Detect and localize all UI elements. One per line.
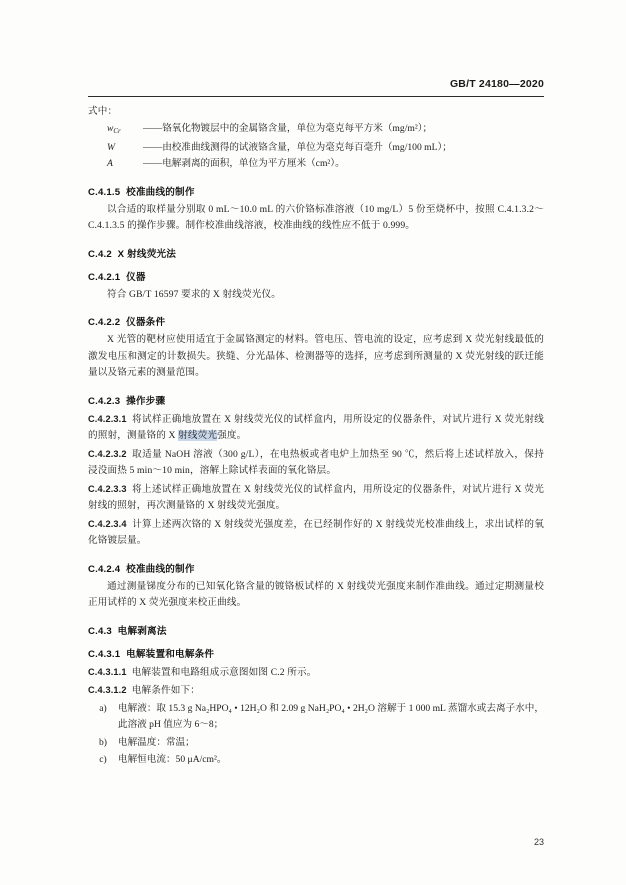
list-item-label: c) bbox=[99, 754, 107, 766]
item-c4-3-1-1 bbox=[88, 664, 544, 682]
heading-c4-2-3: C.4.2.3 操作步骤 bbox=[88, 395, 166, 407]
item-number: C.4.3.1.1 bbox=[88, 666, 127, 677]
page-number: 23 bbox=[533, 837, 544, 847]
heading-c4-1-5: C.4.1.5 校准曲线的制作 bbox=[88, 186, 195, 198]
legend-symbol: A bbox=[107, 158, 113, 170]
header-rule bbox=[88, 96, 544, 97]
paragraph-c4-1-5: 以合适的取样量分别取 0 mL～10.0 mL 的六价铬标准溶液（10 mg/L）5 份至烧杯中，按照 C.4.1.3.2～C.4.1.3.5 的操作步骤。制作校准曲线溶液，校准曲线的线性应不低于 0.999。 bbox=[88, 203, 544, 232]
step-number: C.4.2.3.2 bbox=[88, 448, 127, 459]
list-item bbox=[88, 752, 544, 769]
list-item-label: b) bbox=[99, 736, 107, 748]
list-item bbox=[88, 735, 544, 752]
item-text: 电解条件如下： bbox=[131, 685, 200, 697]
step-c4-2-3-3 bbox=[88, 481, 544, 515]
heading-c4-2-2: C.4.2.2 仪器条件 bbox=[88, 317, 166, 329]
legend-text: ——由校准曲线测得的试液铬含量，单位为毫克每百毫升（mg/100 mL）； bbox=[143, 141, 452, 153]
legend-symbol: $w_{Cr}$ bbox=[107, 122, 121, 135]
paragraph-c4-2-2: X 光管的靶材应使用适宜于金属铬测定的材料。管电压、管电流的设定，应考虑到 X 荧光射线最低的激发电压和测定的计数损失。狭缝、分光晶体、检测器等的选择，应考虑到所测量的 X 荧光射线的跃迁能量以及铬元素的测量范围。 bbox=[88, 334, 544, 379]
symbol-legend bbox=[107, 121, 544, 173]
step-text: 取适量 NaOH 溶液（300 g/L），在电热板或者电炉上加热至 90 ℃，然后将上述试样放入，保持浸没面热 5 min～10 min，溶解上除试样表面的氧化铬层。 bbox=[88, 448, 544, 477]
list-item-label: a) bbox=[99, 702, 107, 714]
step-number: C.4.2.3.4 bbox=[88, 518, 127, 529]
step-text: 计算上述两次铬的 X 射线荧光强度差，在已经制作好的 X 射线荧光校准曲线上，求出试样的氧化铬镀层量。 bbox=[88, 518, 544, 547]
step-c4-2-3-2 bbox=[88, 446, 544, 480]
legend-row bbox=[107, 156, 544, 173]
step-c4-2-3-1 bbox=[88, 411, 544, 445]
heading-c4-3: C.4.3 电解剥离法 bbox=[88, 625, 167, 637]
legend-symbol: W bbox=[107, 141, 115, 153]
legend-text: ——铬氧化物镀层中的金属铬含量，单位为毫克每平方米（mg/m²）； bbox=[143, 122, 433, 134]
paragraph-c4-2-1: 符合 GB/T 16597 要求的 X 射线荧光仪。 bbox=[107, 288, 282, 300]
page-content bbox=[88, 104, 544, 769]
step-text: 将试样正确地放置在 X 射线荧光仪的试样盒内，用所设定的仪器条件，对试片进行 X 荧光射线的照射，测量铬的 X bbox=[88, 413, 544, 442]
list-item-text: 电解温度：常温； bbox=[118, 736, 195, 748]
page-header bbox=[88, 78, 544, 90]
step-number: C.4.2.3.3 bbox=[88, 483, 127, 494]
highlighted-text: 射线荧光 bbox=[178, 430, 218, 442]
page-footer bbox=[88, 837, 544, 847]
legend-intro: 式中： bbox=[88, 106, 118, 117]
list-item bbox=[88, 701, 544, 734]
item-number: C.4.3.1.2 bbox=[88, 685, 127, 696]
heading-c4-3-1: C.4.3.1 电解装置和电解条件 bbox=[88, 648, 215, 660]
list-item-text: 电解液：取 15.3 g Na₂HPO₄ • 12H₂O 和 2.09 g NaH₂PO₄ • 2H₂O 溶解于 1 000 mL 蒸馏水或去离子水中，此溶液 pH 值应为 6～8； bbox=[118, 702, 544, 731]
standard-number: GB/T 24180—2020 bbox=[449, 78, 544, 90]
step-text-tail: 强度。 bbox=[217, 430, 247, 442]
step-number: C.4.2.3.1 bbox=[88, 413, 127, 424]
list-item-text: 电解恒电流：50 μA/cm²。 bbox=[118, 754, 227, 766]
heading-c4-2-1: C.4.2.1 仪器 bbox=[88, 271, 146, 283]
step-text: 将上述试样正确地放置在 X 射线荧光仪的试样盒内，用所设定的仪器条件，对试片进行 X 荧光射线的照射，再次测量铬的 X 射线荧光强度。 bbox=[88, 483, 544, 512]
legend-row bbox=[107, 121, 544, 140]
item-c4-3-1-2 bbox=[88, 682, 544, 700]
item-text: 电解装置和电路组成示意图如图 C.2 所示。 bbox=[131, 666, 317, 678]
heading-c4-2: C.4.2 X 射线荧光法 bbox=[88, 248, 177, 260]
step-c4-2-3-4 bbox=[88, 516, 544, 550]
legend-text: ——电解剥离的面积，单位为平方厘米（cm²）。 bbox=[143, 158, 345, 170]
paragraph-c4-2-4: 通过测量锑度分布的已知氧化铬含量的镀铬板试样的 X 射线荧光强度来制作准曲线。通过定期测量校正用试样的 X 荧光强度来校正曲线。 bbox=[88, 580, 544, 609]
heading-c4-2-4: C.4.2.4 校准曲线的制作 bbox=[88, 563, 195, 575]
electrolysis-conditions-list bbox=[88, 701, 544, 769]
legend-row bbox=[107, 140, 544, 157]
